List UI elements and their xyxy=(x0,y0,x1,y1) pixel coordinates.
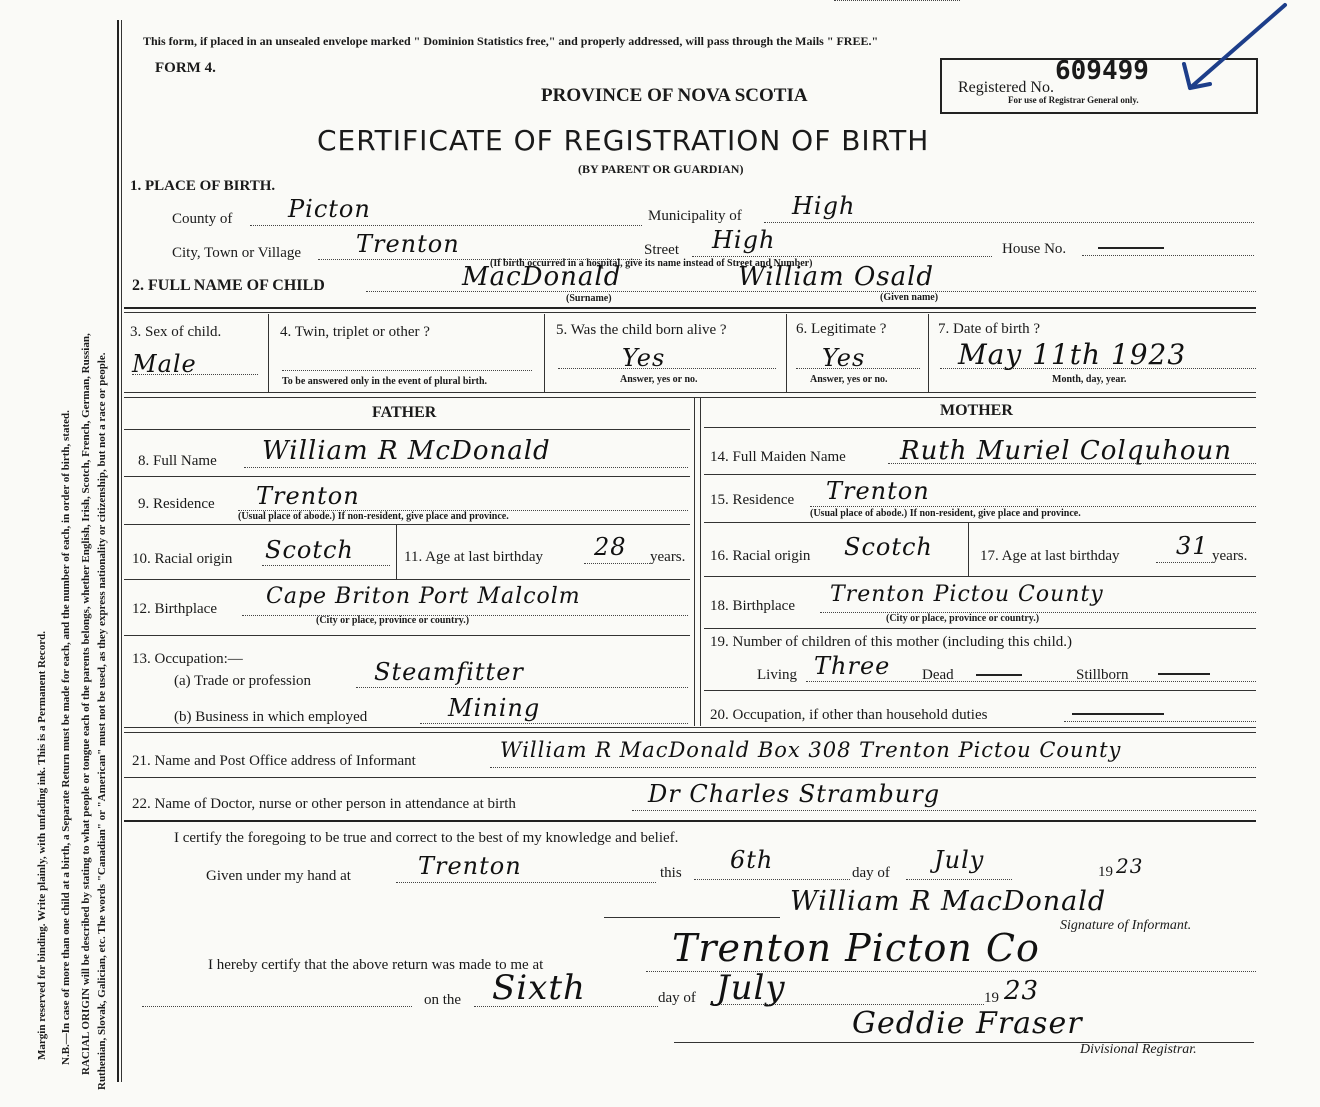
county-label: County of xyxy=(172,211,233,227)
alive-label: 5. Was the child born alive ? xyxy=(556,322,727,338)
return-month: July xyxy=(716,968,786,1008)
sex-label: 3. Sex of child. xyxy=(130,324,222,340)
mother-name-label: 14. Full Maiden Name xyxy=(710,449,846,465)
doctor-label: 22. Name of Doctor, nurse or other person in attendance at birth xyxy=(132,796,516,812)
child-given-name: William Osald xyxy=(738,262,935,292)
father-res-note: (Usual place of abode.) If non-resident, give place and province. xyxy=(238,511,509,522)
this-label: this xyxy=(660,865,682,881)
father-residence: Trenton xyxy=(256,482,360,510)
given-place: Trenton xyxy=(418,852,522,880)
father-age-label: 11. Age at last birthday xyxy=(404,549,543,565)
twin-note: To be answered only in the event of plural birth. xyxy=(282,376,488,387)
child-surname: MacDonald xyxy=(462,262,622,292)
father-occ-label: 13. Occupation:— xyxy=(132,651,243,667)
informant-value: William R MacDonald Box 308 Trenton Pictou County xyxy=(500,738,1122,762)
year-prefix: 19 xyxy=(1098,864,1113,880)
registrar-label: Divisional Registrar. xyxy=(1080,1042,1197,1057)
mother-res-note: (Usual place of abode.) If non-resident, give place and province. xyxy=(810,508,1081,519)
day-of-label: day of xyxy=(852,865,890,881)
father-years: years. xyxy=(650,549,686,565)
municipality-value: High xyxy=(792,192,856,220)
mother-bp-note: (City or place, province or country.) xyxy=(886,613,1040,624)
mother-birthplace: Trenton Pictou County xyxy=(830,582,1104,607)
place-heading: 1. PLACE OF BIRTH. xyxy=(130,178,276,194)
informant-signature: William R MacDonald xyxy=(790,886,1107,917)
alive-note: Answer, yes or no. xyxy=(620,374,698,385)
father-age: 28 xyxy=(594,533,627,561)
father-birthplace: Cape Briton Port Malcolm xyxy=(266,584,581,609)
legit-value: Yes xyxy=(822,344,866,372)
postal-notice: This form, if placed in an unsealed envelope marked " Dominion Statistics free," and properly addressed, will pass through the Mails " FREE." xyxy=(143,34,879,48)
street-label: Street xyxy=(644,242,679,258)
father-res-label: 9. Residence xyxy=(138,496,215,512)
margin-rule-inner xyxy=(121,20,122,1082)
return-year: 23 xyxy=(1004,976,1040,1006)
province-heading: PROVINCE OF NOVA SCOTIA xyxy=(541,85,808,106)
mother-race-label: 16. Racial origin xyxy=(710,548,811,564)
father-race-label: 10. Racial origin xyxy=(132,551,233,567)
sex-value: Male xyxy=(132,350,197,378)
mother-residence: Trenton xyxy=(826,477,930,505)
form-number: FORM 4. xyxy=(155,60,216,76)
father-trade: Steamfitter xyxy=(374,658,524,686)
margin-note-1: Margin reserved for binding. Write plainly, with unfading ink. This is a Permanent Record. xyxy=(36,631,48,1060)
informant-label: 21. Name and Post Office address of Informant xyxy=(132,753,416,769)
informant-signature-label: Signature of Informant. xyxy=(1060,918,1192,933)
mother-heading: MOTHER xyxy=(940,402,1013,419)
surname-note: (Surname) xyxy=(566,293,612,304)
dob-label: 7. Date of birth ? xyxy=(938,321,1041,337)
return-year-prefix: 19 xyxy=(984,990,999,1006)
given-note: (Given name) xyxy=(880,292,939,303)
mother-race: Scotch xyxy=(844,533,933,561)
father-race: Scotch xyxy=(265,536,354,564)
return-day: Sixth xyxy=(492,968,586,1008)
father-name: William R McDonald xyxy=(262,436,551,466)
margin-rule xyxy=(117,20,119,1082)
doctor-value: Dr Charles Stramburg xyxy=(648,780,941,808)
mother-occ-label: 20. Occupation, if other than household duties xyxy=(710,707,988,723)
county-value: Picton xyxy=(288,195,371,223)
stillborn-label: Stillborn xyxy=(1076,667,1129,683)
margin-note-3: RACIAL ORIGIN will be described by stating to what people or tongue each of the parents belongs, whether English, Irish, Scotch, French, German, Russian, xyxy=(80,333,92,1075)
living-label: Living xyxy=(757,667,797,683)
registrar-note: For use of Registrar General only. xyxy=(1008,95,1139,105)
father-bp-note: (City or place, province or country.) xyxy=(316,615,470,626)
alive-value: Yes xyxy=(622,344,666,372)
certify-statement: I certify the foregoing to be true and correct to the best of my knowledge and belief. xyxy=(174,830,679,846)
father-business: Mining xyxy=(448,694,541,722)
mother-name: Ruth Muriel Colquhoun xyxy=(900,436,1232,466)
father-name-label: 8. Full Name xyxy=(138,453,217,469)
legit-label: 6. Legitimate ? xyxy=(796,321,887,337)
mother-age-label: 17. Age at last birthday xyxy=(980,548,1120,564)
father-trade-label: (a) Trade or profession xyxy=(174,673,312,689)
certificate-subtitle: (BY PARENT OR GUARDIAN) xyxy=(578,162,744,176)
mother-age: 31 xyxy=(1176,532,1209,560)
hospital-note: (If birth occurred in a hospital, give its name instead of Street and Number) xyxy=(490,258,813,269)
house-label: House No. xyxy=(1002,241,1067,257)
registrar-signature: Geddie Fraser xyxy=(852,1006,1083,1041)
on-the-label: on the xyxy=(424,992,462,1008)
children-label: 19. Number of children of this mother (including this child.) xyxy=(710,634,1073,650)
twin-label: 4. Twin, triplet or other ? xyxy=(280,324,430,340)
municipality-label: Municipality of xyxy=(648,208,742,224)
given-month: July xyxy=(934,846,985,874)
return-label: I hereby certify that the above return was made to me at xyxy=(208,957,544,973)
father-biz-label: (b) Business in which employed xyxy=(174,709,368,725)
mother-res-label: 15. Residence xyxy=(710,492,795,508)
mother-bp-label: 18. Birthplace xyxy=(710,598,795,614)
registered-label: Registered No. xyxy=(958,79,1054,96)
living-value: Three xyxy=(814,652,891,680)
return-place: Trenton Picton Co xyxy=(672,926,1040,970)
given-year: 23 xyxy=(1116,854,1144,878)
dob-value: May 11th 1923 xyxy=(958,338,1187,371)
registered-number: 609499 xyxy=(1055,56,1149,86)
return-day-of: day of xyxy=(658,990,696,1006)
given-label: Given under my hand at xyxy=(206,868,351,884)
father-heading: FATHER xyxy=(372,404,437,421)
child-name-label: 2. FULL NAME OF CHILD xyxy=(132,277,325,294)
father-bp-label: 12. Birthplace xyxy=(132,601,217,617)
street-value: High xyxy=(712,226,776,254)
mother-years: years. xyxy=(1212,548,1248,564)
legit-note: Answer, yes or no. xyxy=(810,374,888,385)
given-day: 6th xyxy=(730,846,774,874)
margin-note-4: Ruthenian, Slovak, Galician, etc. The words "Canadian" or "American" must not be used, as they express nationality or citizenship, but not a race or people. xyxy=(96,352,108,1090)
certificate-title: CERTIFICATE OF REGISTRATION OF BIRTH xyxy=(317,124,930,157)
margin-note-2: N.B.—In case of more than one child at a birth, a Separate Return must be made for each, and the number of each, in order of birth, stated. xyxy=(60,410,72,1065)
city-value: Trenton xyxy=(356,230,460,258)
dob-note: Month, day, year. xyxy=(1052,374,1127,385)
dead-label: Dead xyxy=(922,667,954,683)
checkmark-arrow-icon xyxy=(1170,0,1290,100)
city-label: City, Town or Village xyxy=(172,245,302,261)
